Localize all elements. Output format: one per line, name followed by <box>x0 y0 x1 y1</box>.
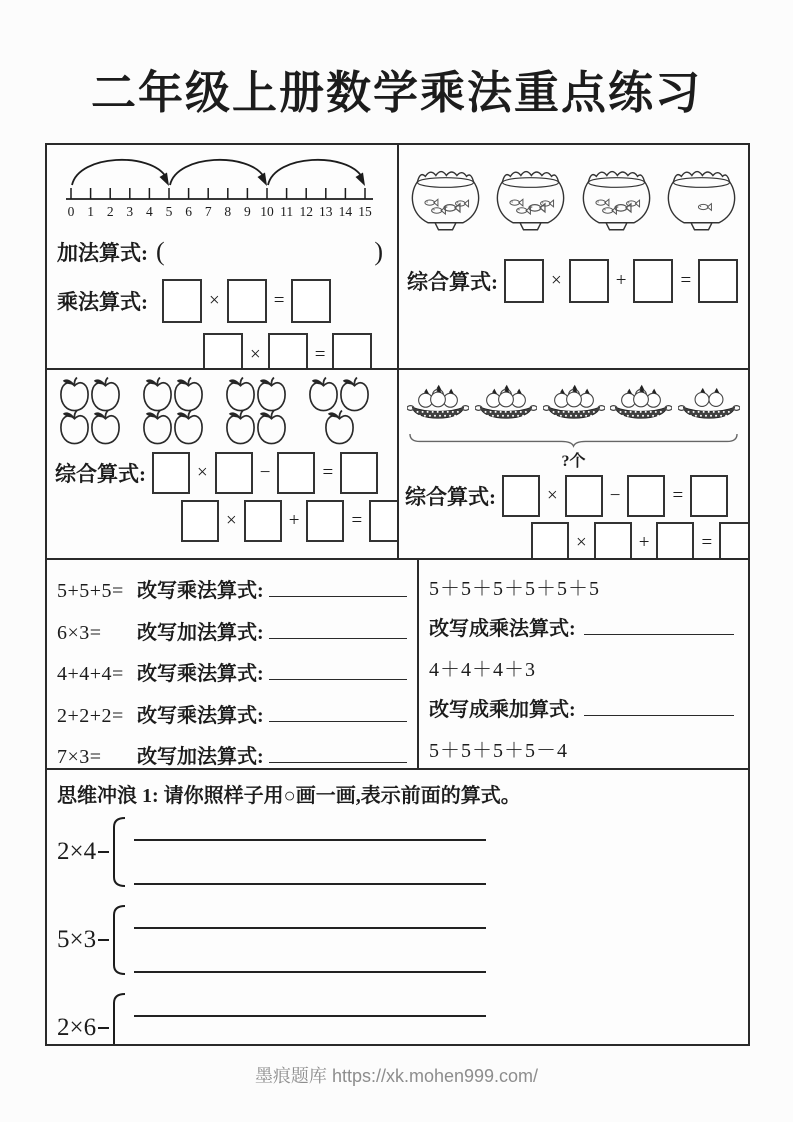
composite-label: 综合算式: <box>55 462 146 486</box>
operator-symbol: × <box>250 344 261 365</box>
answer-box[interactable] <box>719 522 748 558</box>
rewrite-exercise-row <box>57 657 407 686</box>
answer-box[interactable] <box>203 333 243 368</box>
composite-equation <box>504 259 738 303</box>
composite-equation-2 <box>181 500 397 542</box>
rewrite-exercise-row <box>57 616 407 645</box>
composite-expression-line <box>405 475 748 517</box>
cell-number-line <box>47 145 397 368</box>
apple-icon <box>323 409 356 446</box>
answer-line[interactable] <box>134 819 486 841</box>
apple-icon <box>141 409 174 446</box>
addition-label: 加法算式: <box>57 241 148 265</box>
basket-illustration <box>407 384 469 432</box>
expression-text: 4+4+4= <box>57 663 124 685</box>
basket-illustration <box>678 384 740 432</box>
multiplication-equation-1 <box>162 279 331 323</box>
operator-symbol: + <box>615 270 627 291</box>
svg-text:5: 5 <box>165 204 173 219</box>
answer-box[interactable] <box>340 452 378 494</box>
row-thinking-surf <box>47 768 748 1044</box>
task-label: 改写乘法算式: <box>137 704 264 727</box>
answer-line[interactable] <box>269 622 407 639</box>
apple-icon <box>172 409 205 446</box>
svg-text:2: 2 <box>106 204 114 219</box>
addition-expression-line <box>57 237 383 267</box>
answer-box[interactable] <box>633 259 673 303</box>
answer-line[interactable] <box>584 699 734 716</box>
fishbowl-illustration <box>662 165 741 235</box>
answer-box[interactable] <box>227 279 267 323</box>
operator-symbol: = <box>314 344 326 365</box>
svg-text:14: 14 <box>338 204 353 219</box>
rewrite-exercise-row <box>429 612 734 641</box>
thinking-surf-title: 思维冲浪 1: 请你照样子用○画一画,表示前面的算式。 <box>57 785 521 807</box>
row-rewrite-exercises <box>47 558 748 768</box>
apple-icon <box>58 376 91 413</box>
answer-lines <box>134 995 486 1044</box>
task-label: 改写乘法算式: <box>137 580 264 602</box>
cell-thinking-surf <box>47 770 748 1044</box>
task-label: 改写乘法算式: <box>137 663 264 685</box>
operator-symbol: = <box>701 532 713 553</box>
answer-box[interactable] <box>162 279 202 323</box>
answer-box[interactable] <box>277 452 315 494</box>
apple-group <box>225 378 293 444</box>
apple-icon <box>141 376 174 413</box>
paren-close: ) <box>374 237 383 266</box>
paren-open: ( <box>156 237 165 266</box>
operator-symbol: × <box>576 532 587 553</box>
svg-text:9: 9 <box>244 204 251 219</box>
apple-icon <box>307 376 340 413</box>
answer-box[interactable] <box>594 522 632 558</box>
svg-text:15: 15 <box>358 204 372 219</box>
question-count-label: ?个 <box>561 453 586 470</box>
cell-fishbowls <box>397 145 748 368</box>
connector-dash <box>98 939 109 941</box>
composite-label: 综合算式: <box>407 270 498 294</box>
svg-text:13: 13 <box>319 204 333 219</box>
answer-box[interactable] <box>656 522 694 558</box>
composite-expression-line <box>55 452 397 494</box>
composite-equation-1 <box>502 475 728 517</box>
operator-symbol: = <box>672 485 684 506</box>
worksheet-table <box>45 143 750 1046</box>
bracket-icon <box>110 817 126 887</box>
answer-lines <box>134 907 486 973</box>
operator-symbol: × <box>551 270 562 291</box>
operator-symbol: = <box>273 290 285 311</box>
task-label: 改写成乘加算式: <box>429 699 576 721</box>
expression-text: 2+2+2= <box>57 704 124 727</box>
apple-illustrations <box>59 378 397 444</box>
answer-line[interactable] <box>134 995 486 1017</box>
composite-equation-1 <box>152 452 378 494</box>
operator-symbol: = <box>322 462 334 483</box>
answer-box[interactable] <box>504 259 544 303</box>
answer-box[interactable] <box>690 475 728 517</box>
draw-circles-exercise <box>57 904 738 976</box>
rewrite-exercise-row <box>57 699 407 728</box>
number-line-svg <box>61 152 383 224</box>
cell-baskets <box>397 370 748 558</box>
answer-line[interactable] <box>269 746 407 763</box>
operator-symbol: + <box>288 510 300 531</box>
cell-apples <box>47 370 397 558</box>
expression-text: 7×3= <box>57 746 102 768</box>
answer-line[interactable] <box>134 951 486 973</box>
rewrite-exercise-row <box>429 693 734 722</box>
answer-line[interactable] <box>584 618 734 635</box>
equation-label: 5×3 <box>57 926 97 953</box>
bracket-icon <box>110 905 126 975</box>
draw-circles-exercise <box>57 992 738 1044</box>
answer-lines <box>134 819 486 885</box>
task-label: 改写加法算式: <box>137 621 264 644</box>
equation-label: 2×6 <box>57 1014 97 1041</box>
number-line-diagram <box>61 152 397 229</box>
expression-text: 4＋4＋4＋3 <box>429 659 536 681</box>
apple-icon <box>255 376 288 413</box>
svg-text:0: 0 <box>67 204 75 219</box>
expression-text: 5＋5＋5＋5－4 <box>429 740 568 762</box>
answer-box[interactable] <box>332 333 372 368</box>
draw-circles-exercise <box>57 816 738 888</box>
task-label: 改写成乘法算式: <box>429 618 576 640</box>
operator-symbol: × <box>197 462 208 483</box>
apple-group <box>59 378 127 444</box>
answer-line[interactable] <box>134 907 486 929</box>
answer-box[interactable] <box>244 500 282 542</box>
operator-symbol: = <box>680 270 692 291</box>
apple-icon <box>224 376 257 413</box>
answer-line[interactable] <box>134 863 486 885</box>
footer-watermark: 墨痕题库 https://xk.mohen999.com/ <box>254 1066 539 1086</box>
underbrace <box>407 433 740 453</box>
svg-text:6: 6 <box>185 204 192 219</box>
operator-symbol: − <box>609 485 621 506</box>
page-title: 二年级上册数学乘法重点练习 <box>90 68 702 118</box>
svg-text:3: 3 <box>126 204 134 219</box>
operator-symbol: × <box>209 290 220 311</box>
expression-text: 5＋5＋5＋5＋5＋5 <box>429 578 600 600</box>
underbrace-svg <box>407 433 740 448</box>
svg-text:12: 12 <box>299 204 313 219</box>
answer-line[interactable] <box>269 705 407 722</box>
equation-label: 2×4 <box>57 838 97 865</box>
expression-text: 5+5+5= <box>57 580 124 602</box>
row-apples-and-baskets <box>47 368 748 558</box>
svg-text:8: 8 <box>224 204 232 219</box>
answer-box[interactable] <box>502 475 540 517</box>
answer-box[interactable] <box>698 259 738 303</box>
answer-line[interactable] <box>134 1039 486 1044</box>
answer-box[interactable] <box>531 522 569 558</box>
svg-text:1: 1 <box>87 204 94 219</box>
answer-box[interactable] <box>306 500 344 542</box>
answer-line[interactable] <box>269 663 407 680</box>
answer-box[interactable] <box>152 452 190 494</box>
svg-text:10: 10 <box>260 204 274 219</box>
thinking-surf-items <box>57 816 738 1044</box>
connector-dash <box>98 851 109 853</box>
answer-box[interactable] <box>565 475 603 517</box>
cell-rewrite-right <box>417 560 748 768</box>
multiplication-expression-line <box>57 279 397 323</box>
operator-symbol: × <box>226 510 237 531</box>
bracket-icon <box>110 993 126 1044</box>
basket-illustration <box>610 384 672 432</box>
answer-box[interactable] <box>291 279 331 323</box>
apple-icon <box>338 376 371 413</box>
apple-icon <box>58 409 91 446</box>
apple-icon <box>89 409 122 446</box>
rewrite-exercise-row <box>57 574 407 603</box>
basket-illustration <box>543 384 605 432</box>
answer-line[interactable] <box>269 580 407 597</box>
operator-symbol: + <box>638 532 650 553</box>
composite-label: 综合算式: <box>405 485 496 509</box>
rewrite-exercise-row <box>57 740 407 768</box>
apple-group <box>142 378 210 444</box>
row-number-line-and-fishbowls <box>47 145 748 368</box>
answer-box[interactable] <box>627 475 665 517</box>
svg-text:7: 7 <box>204 204 212 219</box>
apple-icon <box>172 376 205 413</box>
svg-text:11: 11 <box>280 204 294 219</box>
multiplication-label: 乘法算式: <box>57 290 148 314</box>
answer-box[interactable] <box>369 500 397 542</box>
apple-icon <box>224 409 257 446</box>
expression-text: 6×3= <box>57 621 102 644</box>
composite-equation-2 <box>531 522 748 558</box>
connector-dash <box>98 1027 109 1029</box>
answer-box[interactable] <box>181 500 219 542</box>
apple-group <box>308 378 376 444</box>
operator-symbol: × <box>547 485 558 506</box>
fishbowl-illustration <box>406 165 485 235</box>
operator-symbol: = <box>351 510 363 531</box>
fishbowl-illustration <box>491 165 570 235</box>
answer-box[interactable] <box>215 452 253 494</box>
fishbowl-illustration <box>577 165 656 235</box>
svg-text:4: 4 <box>146 204 153 219</box>
answer-box[interactable] <box>268 333 308 368</box>
apple-icon <box>89 376 122 413</box>
fishbowl-illustrations <box>403 165 744 235</box>
operator-symbol: − <box>259 462 271 483</box>
cell-rewrite-left <box>47 560 417 768</box>
apple-icon <box>255 409 288 446</box>
answer-box[interactable] <box>569 259 609 303</box>
task-label: 改写加法算式: <box>137 746 264 768</box>
basket-illustrations <box>407 384 740 432</box>
multiplication-equation-2 <box>203 333 397 368</box>
composite-expression-line <box>407 259 748 303</box>
basket-illustration <box>475 384 537 432</box>
